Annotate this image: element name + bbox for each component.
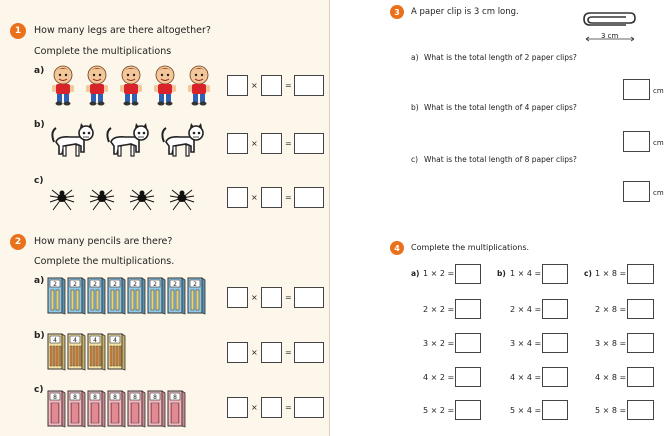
times-sign: × [251,293,258,302]
part-question-text: What is the total length of 2 paper clips? [424,53,577,62]
equation-text: 5 × 8 = [595,406,627,415]
answer-box[interactable] [542,299,568,319]
part-label: a) [34,276,45,286]
unit-label: cm [653,189,664,197]
page-divider [329,0,330,436]
answer-box[interactable] [542,264,568,284]
answer-box-length[interactable] [623,79,650,100]
answer-box-factor-2[interactable] [261,342,282,363]
answer-box-factor-1[interactable] [227,75,248,96]
answer-box[interactable] [542,333,568,353]
pencil-boxes-of-2 [46,276,210,320]
clip-length-label: 3 cm [601,32,619,40]
question-number-badge: 2 [10,234,26,250]
answer-box[interactable] [455,299,481,319]
cats-illustration [48,122,218,166]
instruction-text: Complete the multiplications [34,46,172,57]
answer-box[interactable] [455,333,481,353]
part-label: c) [34,176,44,186]
unit-label: cm [653,139,664,147]
question-text: How many pencils are there? [34,236,173,247]
unit-label: cm [653,87,664,95]
equation-text: 2 × 8 = [595,305,627,314]
answer-box[interactable] [627,367,654,387]
equals-sign: = [285,348,292,357]
equation-text: 5 × 2 = [423,406,455,415]
column-label: c) [584,269,592,278]
answer-box-product[interactable] [294,287,324,308]
question-text: A paper clip is 3 cm long. [411,7,519,17]
equals-sign: = [285,193,292,202]
part-label: b) [34,331,45,341]
answer-box-factor-1[interactable] [227,187,248,208]
spiders-illustration [48,184,218,216]
times-sign: × [251,139,258,148]
equation-text: 2 × 2 = [423,305,455,314]
question-number-badge: 1 [10,23,26,39]
times-sign: × [251,348,258,357]
answer-box-factor-2[interactable] [261,133,282,154]
answer-box[interactable] [455,400,481,420]
part-label: a) [34,66,45,76]
answer-box-factor-1[interactable] [227,287,248,308]
times-sign: × [251,81,258,90]
answer-box-factor-1[interactable] [227,397,248,418]
part-label: c) [34,385,44,395]
equation-text: 4 × 2 = [423,373,455,382]
equation-text: 5 × 4 = [510,406,542,415]
answer-box-factor-2[interactable] [261,397,282,418]
column-label: b) [497,269,506,278]
answer-box-product[interactable] [294,187,324,208]
question-text: How many legs are there altogether? [34,25,211,36]
part-label: c) [411,155,419,164]
answer-box-product[interactable] [294,397,324,418]
equation-text: 1 × 4 = [510,269,542,278]
instruction-text: Complete the multiplications. [34,256,175,267]
answer-box[interactable] [542,367,568,387]
part-label: a) [411,53,419,62]
answer-box-factor-1[interactable] [227,342,248,363]
question-text: Complete the multiplications. [411,243,530,252]
boys-illustration [48,64,218,110]
pencil-boxes-of-8 [46,389,192,433]
answer-box-factor-2[interactable] [261,287,282,308]
equals-sign: = [285,139,292,148]
answer-box[interactable] [627,299,654,319]
answer-box-factor-2[interactable] [261,187,282,208]
equation-text: 1 × 2 = [423,269,455,278]
part-label: b) [411,103,419,112]
answer-box[interactable] [627,400,654,420]
answer-box[interactable] [455,367,481,387]
answer-box-factor-1[interactable] [227,133,248,154]
equals-sign: = [285,81,292,90]
answer-box-length[interactable] [623,131,650,152]
answer-box[interactable] [542,400,568,420]
equation-text: 3 × 4 = [510,339,542,348]
equation-text: 1 × 8 = [595,269,627,278]
equation-text: 3 × 2 = [423,339,455,348]
equals-sign: = [285,293,292,302]
answer-box-product[interactable] [294,75,324,96]
part-question-text: What is the total length of 4 paper clips? [424,103,577,112]
column-label: a) [411,269,420,278]
answer-box-length[interactable] [623,181,650,202]
answer-box[interactable] [455,264,481,284]
equation-text: 4 × 4 = [510,373,542,382]
answer-box-product[interactable] [294,342,324,363]
equation-text: 3 × 8 = [595,339,627,348]
part-question-text: What is the total length of 8 paper clips? [424,155,577,164]
answer-box-factor-2[interactable] [261,75,282,96]
equals-sign: = [285,403,292,412]
equation-text: 2 × 4 = [510,305,542,314]
answer-box[interactable] [627,333,654,353]
question-number-badge: 3 [390,5,404,19]
question-number-badge: 4 [390,241,404,255]
times-sign: × [251,403,258,412]
equation-text: 4 × 8 = [595,373,627,382]
times-sign: × [251,193,258,202]
answer-box[interactable] [627,264,654,284]
answer-box-product[interactable] [294,133,324,154]
pencil-boxes-of-4 [46,332,136,376]
part-label: b) [34,120,45,130]
